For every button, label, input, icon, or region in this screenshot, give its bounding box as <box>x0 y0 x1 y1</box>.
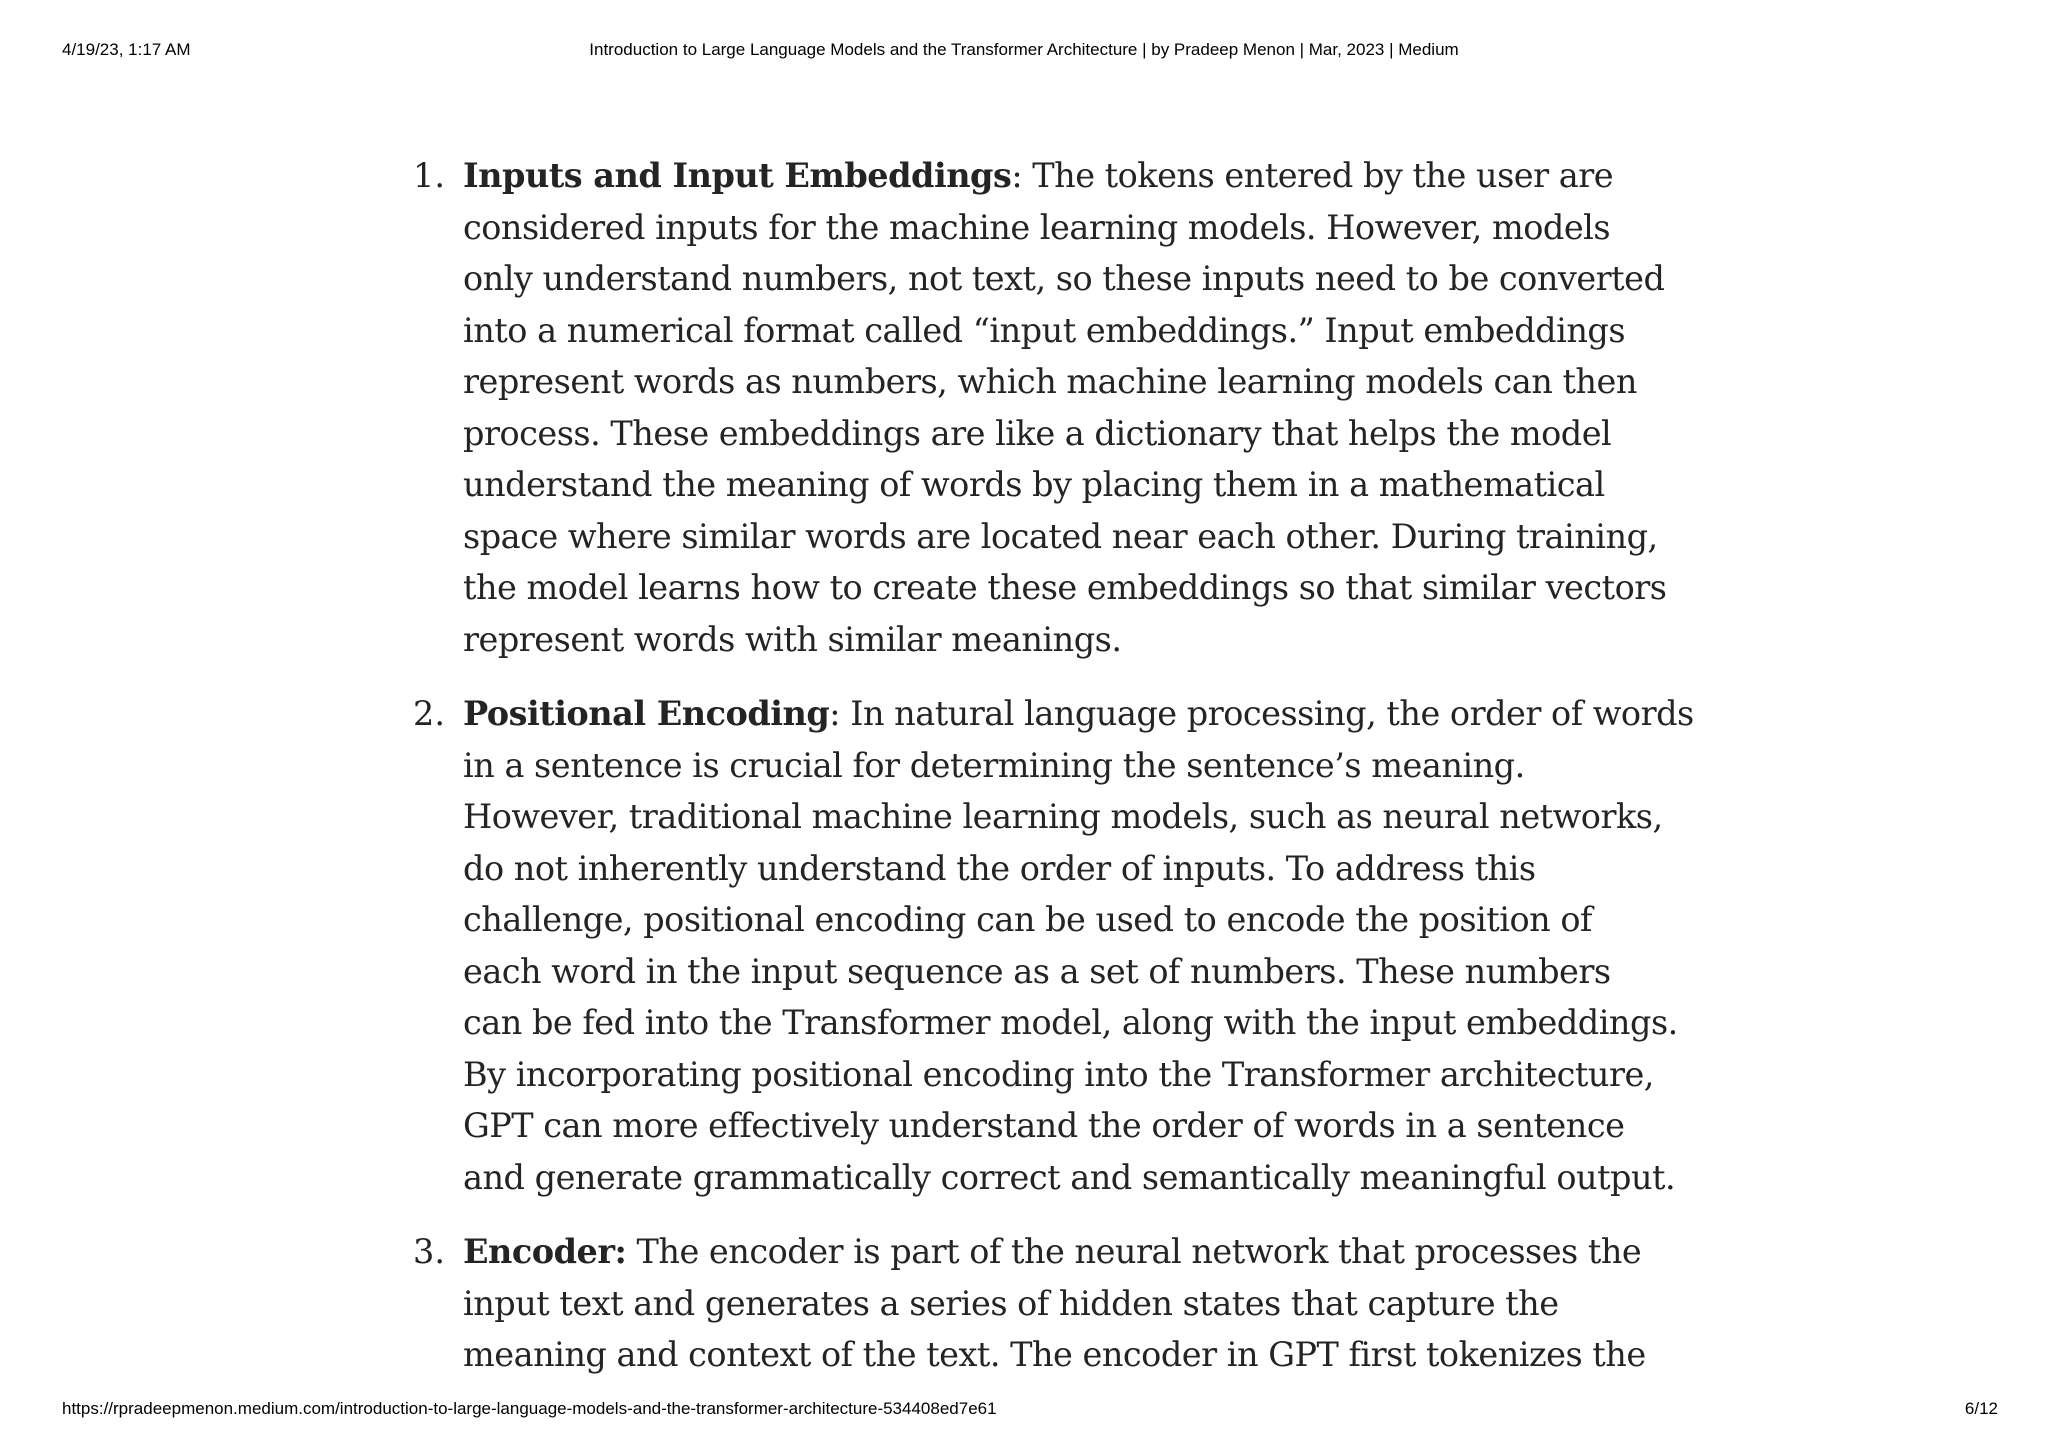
list-item-number: 1. <box>413 156 445 195</box>
list-item-line: considered inputs for the machine learning models. However, models <box>463 207 1611 247</box>
article-body <box>413 150 1694 1404</box>
list-item-line: represent words with similar meanings. <box>463 619 1122 659</box>
list-item-line: the model learns how to create these embeddings so that similar vectors <box>463 568 1667 607</box>
list-item <box>413 150 1667 665</box>
list-item-line: understand the meaning of words by placing them in a mathematical <box>463 465 1605 504</box>
list-item <box>413 1226 1663 1381</box>
print-date: 4/19/23, 1:17 AM <box>62 40 191 59</box>
list-item-text: The encoder is part of the neural network that processes the <box>626 1232 1642 1271</box>
list-item-line: By incorporating positional encoding into the Transformer architecture, <box>463 1054 1654 1094</box>
list-item-line: in a sentence is crucial for determining the sentence’s meaning. <box>463 745 1525 785</box>
list-item-line: can be fed into the Transformer model, along with the input embeddings. <box>463 1003 1678 1042</box>
list-item-line: space where similar words are located near each other. During training, <box>463 516 1658 556</box>
print-page-title: Introduction to Large Language Models and the Transformer Architecture | by Pradeep Menon | Mar, 2023 | Medium <box>589 40 1459 59</box>
list-item-line: However, traditional machine learning models, such as neural networks, <box>463 797 1663 836</box>
list-item-term: Inputs and Input Embeddings <box>463 156 1012 195</box>
list-item-line <box>463 150 1663 202</box>
list-item-line: process. These embeddings are like a dictionary that helps the model <box>463 413 1612 453</box>
list-item <box>413 688 1694 1203</box>
page-url: https://rpradeepmenon.medium.com/introduction-to-large-language-models-and-the-transformer-architecture-534408ed7e61 <box>62 1399 997 1418</box>
list-item-line <box>463 1226 1663 1278</box>
list-item-line: challenge, positional encoding can be used to encode the position of <box>463 900 1592 939</box>
list-item-text: : The tokens entered by the user are <box>1011 156 1614 195</box>
list-item-line: into a numerical format called “input embeddings.” Input embeddings <box>463 310 1626 350</box>
page-number: 6/12 <box>1964 1399 1998 1418</box>
list-item-term: Encoder: <box>463 1232 627 1271</box>
list-item-line: represent words as numbers, which machine learning models can then <box>463 362 1637 401</box>
list-item-line: do not inherently understand the order of inputs. To address this <box>463 848 1536 888</box>
list-item-text: : In natural language processing, the order of words <box>829 694 1694 733</box>
list-item-line: only understand numbers, not text, so these inputs need to be converted <box>463 259 1665 298</box>
list-item-line: input text and generates a series of hidden states that capture the <box>463 1283 1559 1323</box>
list-item-line <box>463 688 1694 740</box>
list-item-number: 3. <box>413 1232 445 1271</box>
numbered-list <box>413 150 1694 1381</box>
list-item-line: meaning and context of the text. The encoder in GPT first tokenizes the <box>463 1335 1646 1374</box>
list-item-line: each word in the input sequence as a set of numbers. These numbers <box>463 951 1611 991</box>
list-item-term: Positional Encoding <box>463 694 830 733</box>
list-item-number: 2. <box>413 694 445 733</box>
list-item-line: GPT can more effectively understand the order of words in a sentence <box>463 1106 1625 1145</box>
list-item-line: and generate grammatically correct and semantically meaningful output. <box>463 1157 1676 1197</box>
